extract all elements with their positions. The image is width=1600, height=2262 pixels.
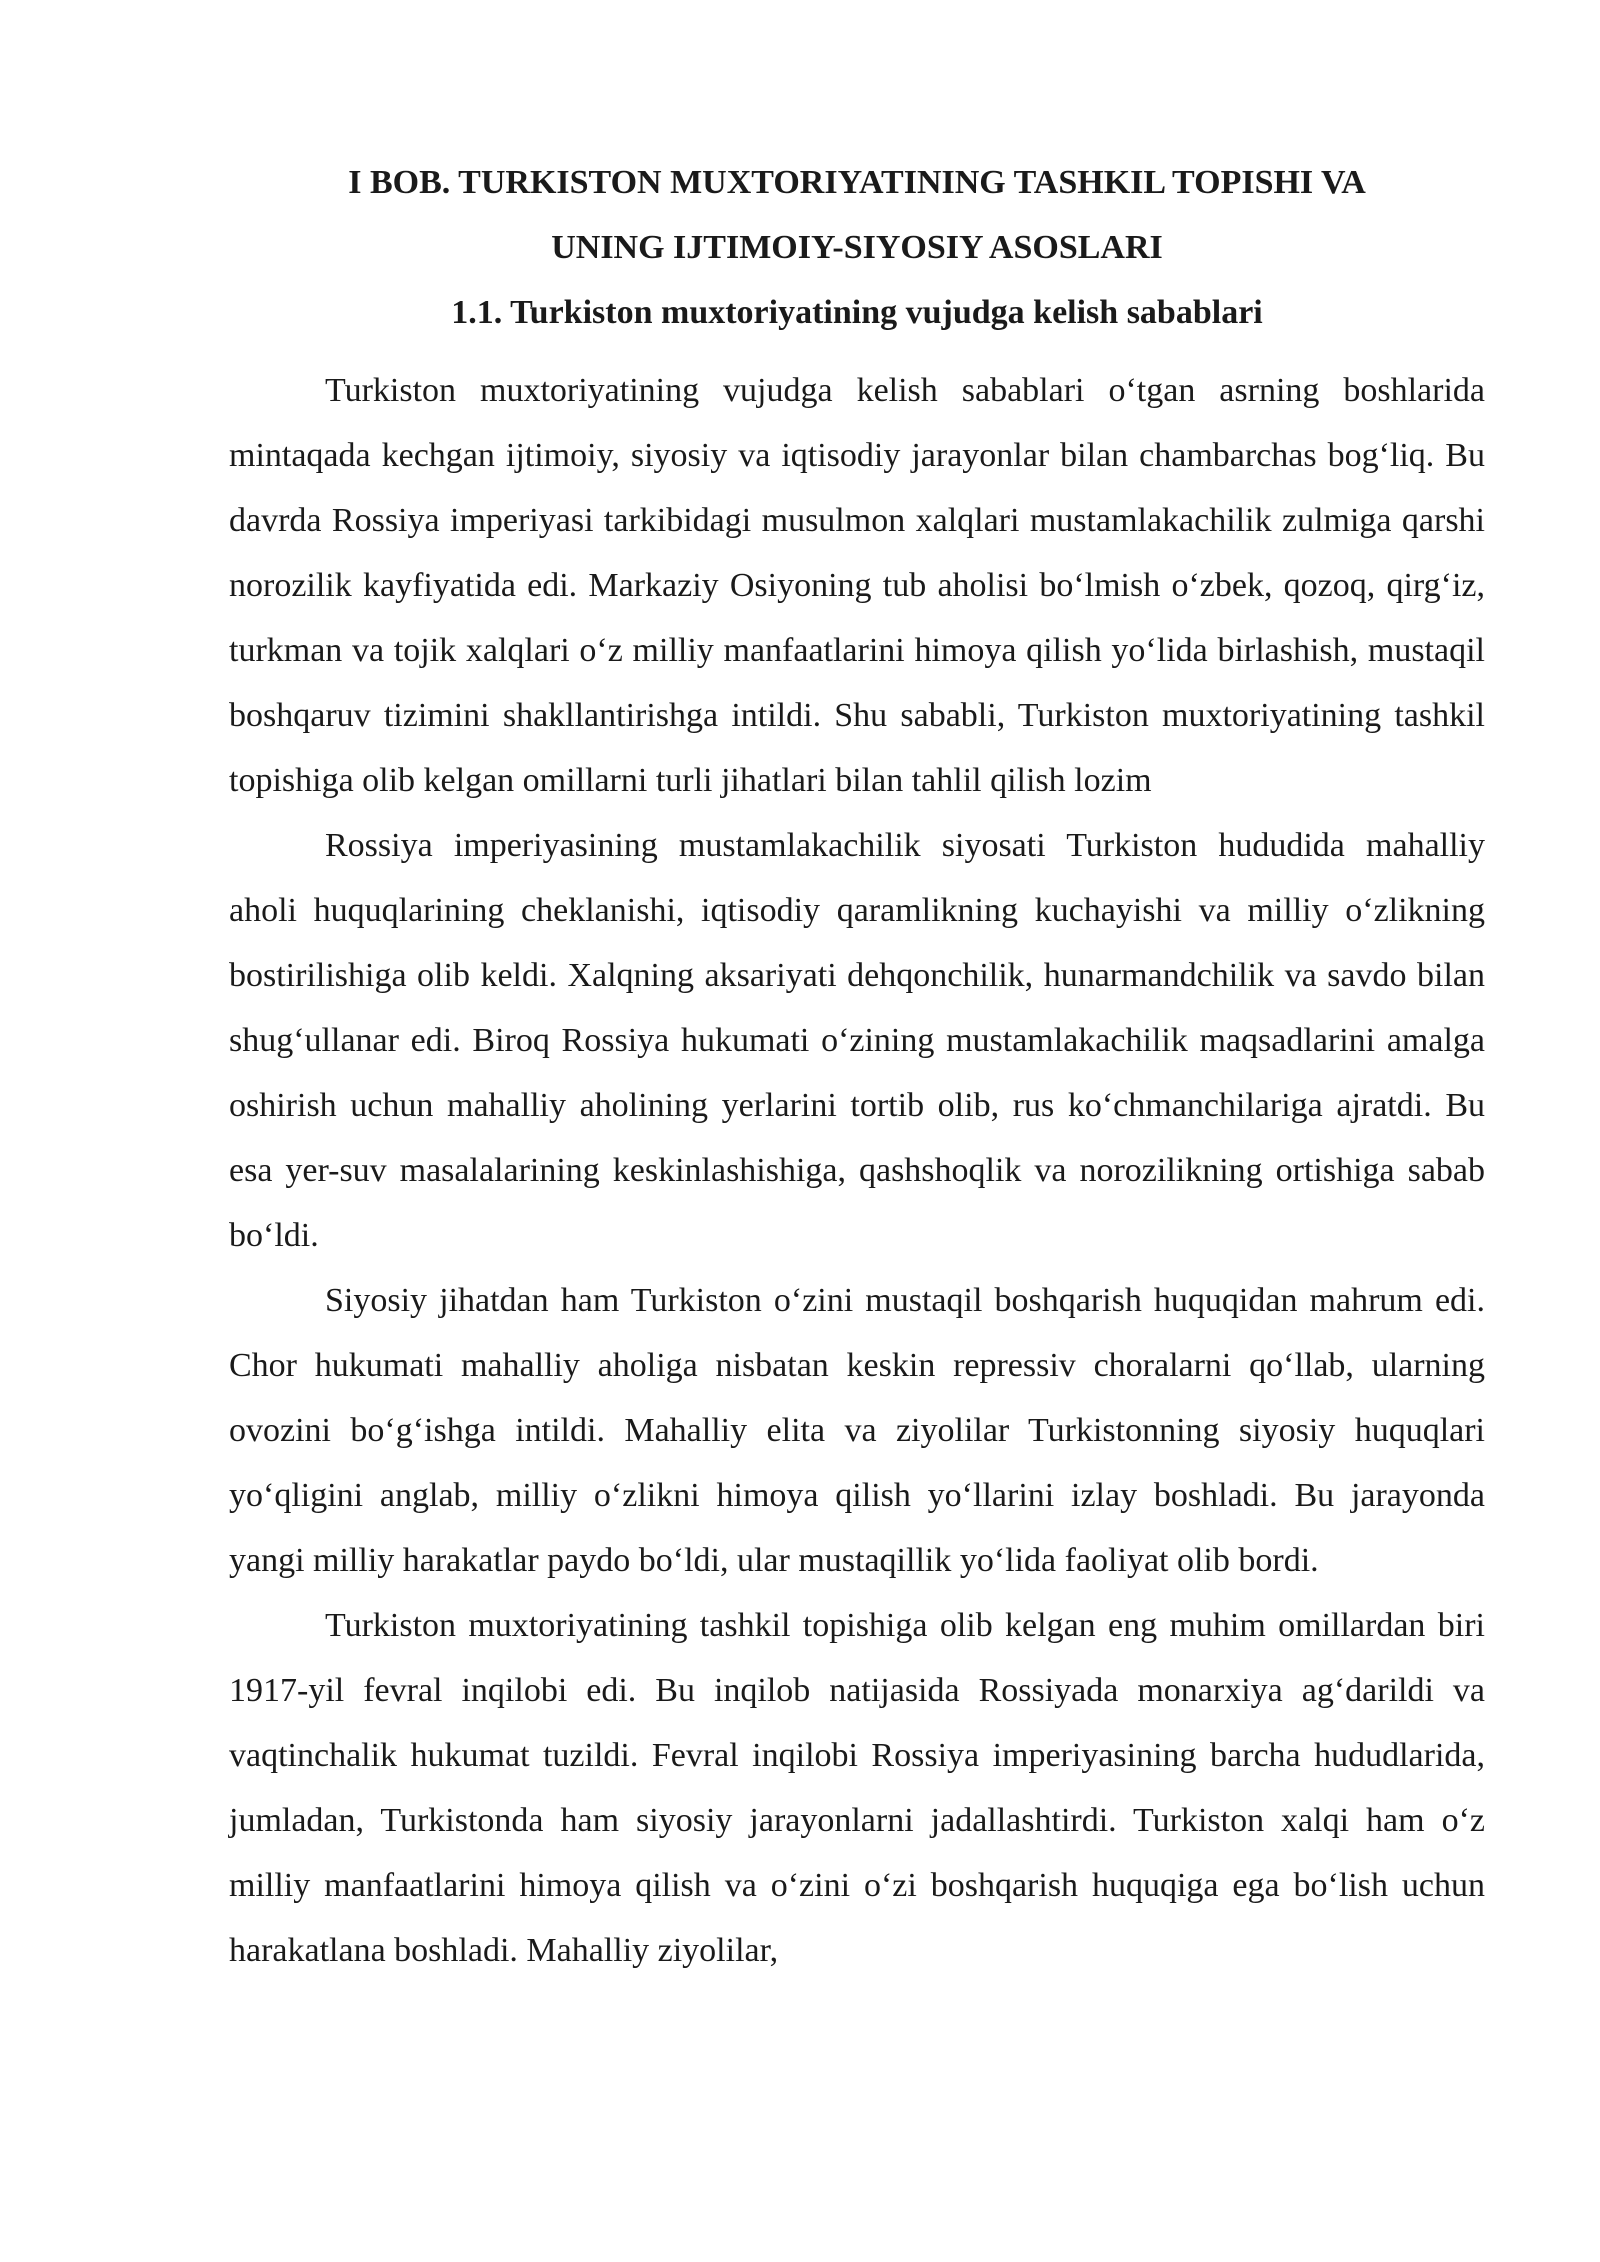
section-title: 1.1. Turkiston muxtoriyatining vujudga kelish sabablari [451,294,1263,331]
document-page [229,150,1485,1983]
paragraph: Siyosiy jihatdan ham Turkiston o‘zini mustaqil boshqarish huquqidan mahrum edi. Chor hukumati mahalliy aholiga nisbatan keskin repressiv choralarni qo‘llab, ularning ovozini bo‘g‘ishga intildi. Mahalliy elita va ziyolilar Turkistonning siyosiy huquqlari yo‘qligini anglab, milliy o‘zlikni himoya qilish yo‘llarini izlay boshladi. Bu jarayonda yangi milliy harakatlar paydo bo‘ldi, ular mustaqillik yo‘lida faoliyat olib bordi. [229,1282,1485,1579]
paragraph: Rossiya imperiyasining mustamlakachilik siyosati Turkiston hududida mahalliy aholi huquqlarining cheklanishi, iqtisodiy qaramlikning kuchayishi va milliy o‘zlikning bostirilishiga olib keldi. Xalqning aksariyati dehqonchilik, hunarmandchilik va savdo bilan shug‘ullanar edi. Biroq Rossiya hukumati o‘zining mustamlakachilik maqsadlarini amalga oshirish uchun mahalliy aholining yerlarini tortib olib, rus ko‘chmanchilariga ajratdi. Bu esa yer-suv masalalarining keskinlashishiga, qashshoqlik va norozilikning ortishiga sabab bo‘ldi. [229,827,1485,1254]
chapter-title [229,150,1485,280]
chapter-title-line-2: UNING IJTIMOIY-SIYOSIY ASOSLARI [551,229,1163,266]
chapter-title-line-1: I BOB. TURKISTON MUXTORIYATINING TASHKIL TOPISHI VA [348,164,1366,201]
paragraph: Turkiston muxtoriyatining vujudga kelish sabablari o‘tgan asrning boshlarida mintaqada kechgan ijtimoiy, siyosiy va iqtisodiy jarayonlar bilan chambarchas bog‘liq. Bu davrda Rossiya imperiyasi tarkibidagi musulmon xalqlari mustamlakachilik zulmiga qarshi norozilik kayfiyatida edi. Markaziy Osiyoning tub aholisi bo‘lmish o‘zbek, qozoq, qirg‘iz, turkman va tojik xalqlari o‘z milliy manfaatlarini himoya qilish yo‘lida birlashish, mustaqil boshqaruv tizimini shakllantirishga intildi. Shu sababli, Turkiston muxtoriyatining tashkil topishiga olib kelgan omillarni turli jihatlari bilan tahlil qilish lozim [229,372,1485,799]
paragraph: Turkiston muxtoriyatining tashkil topishiga olib kelgan eng muhim omillardan biri 1917-yil fevral inqilobi edi. Bu inqilob natijasida Rossiyada monarxiya ag‘darildi va vaqtinchalik hukumat tuzildi. Fevral inqilobi Rossiya imperiyasining barcha hududlarida, jumladan, Turkistonda ham siyosiy jarayonlarni jadallashtirdi. Turkiston xalqi ham o‘z milliy manfaatlarini himoya qilish va o‘zini o‘zi boshqarish huquqiga ega bo‘lish uchun harakatlana boshladi. Mahalliy ziyolilar, [229,1607,1485,1969]
